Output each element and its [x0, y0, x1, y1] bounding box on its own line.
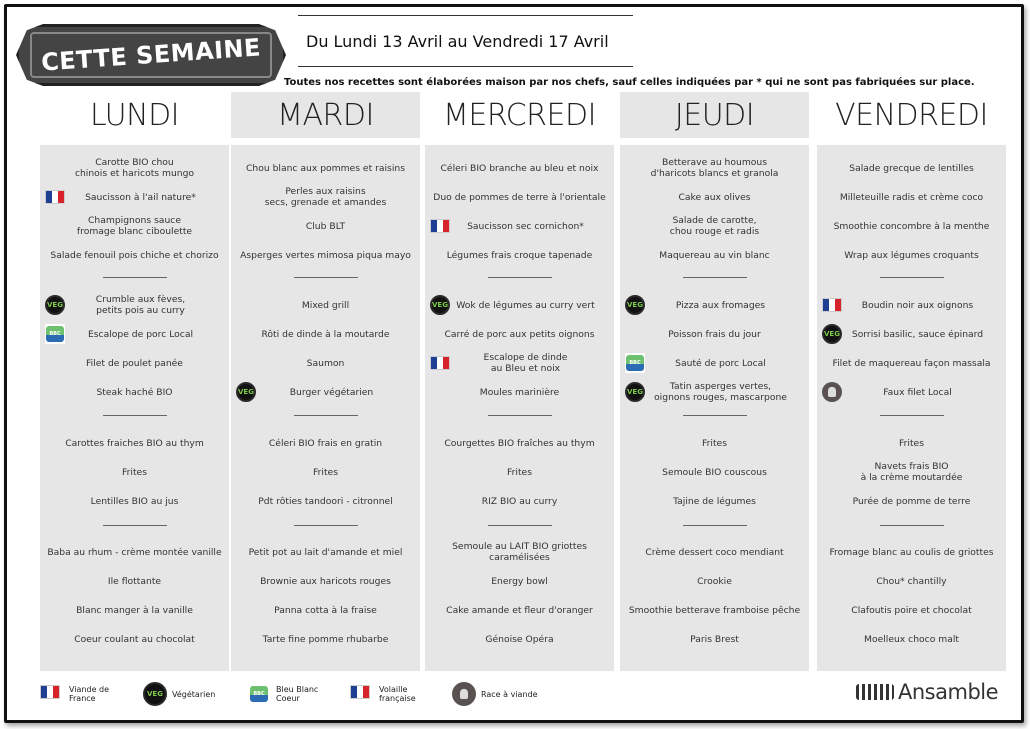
menu-item: [425, 488, 614, 514]
menu-item: [40, 597, 229, 623]
menu-item-label: Boudin noir aux oignons: [861, 299, 974, 311]
menu-item: [817, 459, 1006, 485]
menu-item: [231, 488, 420, 514]
menu-item: [231, 568, 420, 594]
menu-item: [231, 459, 420, 485]
menu-item: [231, 430, 420, 456]
veggie-icon: VEG: [45, 295, 65, 315]
menu-item-label: Filet de maquereau façon massala: [832, 357, 991, 369]
menu-item: [40, 213, 229, 239]
menu-item-label: Asperges vertes mimosa piqua mayo: [240, 249, 411, 261]
menu-item-label: Carré de porc aux petits oignons: [444, 328, 595, 340]
menu-item-label: Champignons sauce fromage blanc ciboulette: [76, 215, 193, 237]
menu-item-label: Energy bowl: [491, 575, 548, 587]
legend-label: Bleu Blanc Coeur: [276, 685, 319, 703]
day-column-mardi: [231, 92, 420, 645]
flag-icon: [822, 295, 842, 315]
veggie-icon: VEG: [625, 295, 645, 315]
menu-item: [425, 184, 614, 210]
menu-item-label: Ile flottante: [107, 575, 162, 587]
menu-item: [40, 379, 229, 405]
day-menu-panel: [40, 145, 229, 671]
menu-item: [425, 539, 614, 565]
day-title: MARDI: [231, 92, 420, 138]
menu-item: [425, 597, 614, 623]
menu-item: [817, 321, 1006, 347]
course-separator: [488, 277, 552, 278]
menu-item: [40, 350, 229, 376]
legend-item: [143, 680, 215, 708]
race-icon: [822, 382, 842, 402]
day-column-vendredi: [817, 92, 1006, 645]
menu-item-label: Coeur coulant au chocolat: [74, 633, 195, 645]
veggie-icon: VEG: [822, 324, 842, 344]
course-separator: [488, 525, 552, 526]
divider-top: [298, 15, 633, 16]
course-separator: [880, 525, 944, 526]
menu-item: [231, 155, 420, 181]
menu-item: [817, 430, 1006, 456]
menu-item-label: Crookie: [697, 575, 732, 587]
menu-item-label: Tajine de légumes: [673, 495, 756, 507]
menu-item-label: Navets frais BIO à la crème moutardée: [860, 461, 963, 483]
legend-item: [40, 680, 109, 708]
menu-item-label: Duo de pommes de terre à l'orientale: [433, 191, 606, 203]
menu-item: [40, 488, 229, 514]
flag-icon: [430, 353, 450, 373]
menu-item: [425, 430, 614, 456]
menu-item-label: Poisson frais du jour: [668, 328, 761, 340]
day-column-mercredi: [425, 92, 614, 645]
menu-item-label: Paris Brest: [690, 633, 739, 645]
menu-item: [425, 568, 614, 594]
menu-item: [425, 459, 614, 485]
menu-item-label: Salade grecque de lentilles: [849, 162, 974, 174]
course-separator: [488, 415, 552, 416]
menu-item: [620, 379, 809, 405]
menu-item: [817, 292, 1006, 318]
menu-item-label: Céleri BIO branche au bleu et noix: [440, 162, 599, 174]
menu-item-label: Milleteuille radis et crème coco: [839, 191, 984, 203]
menu-item: [620, 242, 809, 268]
menu-item: [620, 292, 809, 318]
menu-item-label: Frites: [313, 466, 338, 478]
legend-item: [452, 680, 538, 708]
menu-item-label: Smoothie betterave framboise pêche: [628, 604, 801, 616]
menu-item: [231, 321, 420, 347]
menu-item: [817, 213, 1006, 239]
menu-item-label: Semoule au LAIT BIO griottes caramélisées: [452, 541, 587, 563]
menu-item: [620, 488, 809, 514]
course-separator: [294, 277, 358, 278]
course-separator: [103, 415, 167, 416]
brand-logo: [856, 680, 998, 704]
menu-item-label: Moules marinière: [479, 386, 560, 398]
menu-item-label: Smoothie concombre à la menthe: [833, 220, 990, 232]
course-separator: [103, 277, 167, 278]
menu-item-label: Chou blanc aux pommes et raisins: [245, 162, 406, 174]
menu-item: [40, 292, 229, 318]
menu-item: [425, 379, 614, 405]
menu-item: [425, 350, 614, 376]
menu-item-label: Wrap aux légumes croquants: [844, 249, 979, 261]
menu-item-label: Steak haché BIO: [96, 386, 173, 398]
menu-item: [817, 379, 1006, 405]
menu-item-label: Cake amande et fleur d'oranger: [446, 604, 593, 616]
veggie-icon: VEG: [143, 682, 167, 706]
menu-item: [40, 568, 229, 594]
menu-item-label: Salade fenouil pois chiche et chorizo: [50, 249, 219, 261]
menu-item-label: Rôti de dinde à la moutarde: [261, 328, 390, 340]
menu-item: [425, 292, 614, 318]
flag-icon: [45, 187, 65, 207]
menu-item-label: Pdt rôties tandoori - citronnel: [258, 495, 393, 507]
menu-item-label: Betterave au houmous d'haricots blancs et granola: [650, 157, 779, 179]
menu-item: [817, 488, 1006, 514]
course-separator: [103, 525, 167, 526]
day-menu-panel: [425, 145, 614, 671]
menu-item-label: Cake aux olives: [678, 191, 751, 203]
menu-item: [817, 539, 1006, 565]
menu-item: [817, 568, 1006, 594]
banner-title: CETTE SEMAINE: [40, 33, 262, 77]
menu-item: [620, 321, 809, 347]
menu-item-label: Crème dessert coco mendiant: [645, 546, 784, 558]
menu-item: [40, 626, 229, 652]
menu-item-label: Carotte BIO chou chinois et haricots mungo: [74, 157, 195, 179]
menu-item-label: Frites: [507, 466, 532, 478]
menu-item-label: Salade de carotte, chou rouge et radis: [669, 215, 760, 237]
menu-item-label: Saucisson à l'ail nature*: [85, 191, 196, 203]
course-separator: [294, 525, 358, 526]
menu-item-label: Filet de poulet panée: [86, 357, 183, 369]
menu-item-label: Escalope de dinde au Bleu et noix: [483, 352, 568, 374]
bleu-blanc-coeur-icon: BBC: [45, 324, 65, 344]
menu-item-label: Escalope de porc Local: [87, 328, 194, 340]
menu-item: [817, 597, 1006, 623]
menu-item-label: Mixed grill: [301, 299, 350, 311]
day-menu-panel: [817, 145, 1006, 671]
menu-item: [231, 626, 420, 652]
menu-item-label: Céleri BIO frais en gratin: [268, 437, 383, 449]
course-separator: [294, 415, 358, 416]
veggie-icon: VEG: [236, 382, 256, 402]
menu-item-label: Chou* chantilly: [876, 575, 947, 587]
menu-item-label: Frites: [899, 437, 924, 449]
brand-name: Ansamble: [898, 680, 999, 704]
menu-item: [231, 242, 420, 268]
legend-label: Volaille française: [379, 685, 416, 703]
menu-item: [817, 242, 1006, 268]
legend-item: [350, 680, 416, 708]
legend-item: [247, 680, 318, 708]
menu-item: [231, 213, 420, 239]
menu-item: [620, 350, 809, 376]
menu-item: [425, 155, 614, 181]
menu-item-label: Tarte fine pomme rhubarbe: [262, 633, 389, 645]
menu-item: [817, 184, 1006, 210]
menu-item-label: Clafoutis poire et chocolat: [851, 604, 972, 616]
menu-item: [231, 539, 420, 565]
legend-label: Végétarien: [172, 689, 216, 699]
divider-bottom: [298, 66, 633, 67]
menu-item-label: Maquereau au vin blanc: [659, 249, 770, 261]
day-title: VENDREDI: [835, 97, 988, 133]
legend-label: Viande de France: [69, 685, 110, 703]
recipe-note: Toutes nos recettes sont élaborées maison par nos chefs, sauf celles indiquées par * qui ne sont pas fabriquées sur place.: [284, 77, 975, 88]
menu-item-label: Frites: [122, 466, 147, 478]
date-range: Du Lundi 13 Avril au Vendredi 17 Avril: [306, 32, 609, 51]
bleu-blanc-coeur-icon: BBC: [625, 353, 645, 373]
menu-item: [40, 430, 229, 456]
menu-item-label: Tatin asperges vertes, oignons rouges, mascarpone: [654, 381, 787, 403]
course-separator: [683, 525, 747, 526]
flag-icon: [40, 682, 64, 706]
menu-item: [620, 459, 809, 485]
menu-item: [620, 430, 809, 456]
menu-item-label: Saucisson sec cornichon*: [467, 220, 584, 232]
menu-item: [620, 155, 809, 181]
day-menu-panel: [620, 145, 809, 671]
menu-item: [40, 321, 229, 347]
flag-icon: [350, 682, 374, 706]
menu-item-label: Fromage blanc au coulis de griottes: [829, 546, 994, 558]
menu-item: [425, 321, 614, 347]
menu-item: [40, 155, 229, 181]
bleu-blanc-coeur-icon: BBC: [247, 682, 271, 706]
menu-item-label: Wok de légumes au curry vert: [456, 299, 595, 311]
menu-item-label: Burger végétarien: [289, 386, 374, 398]
menu-item: [620, 539, 809, 565]
menu-item-label: Saumon: [306, 357, 345, 369]
menu-item: [40, 539, 229, 565]
menu-item-label: Lentilles BIO au jus: [90, 495, 179, 507]
menu-item: [231, 379, 420, 405]
course-separator: [683, 277, 747, 278]
menu-item: [817, 350, 1006, 376]
header-banner: [16, 24, 286, 86]
menu-item-label: Légumes frais croque tapenade: [446, 249, 593, 261]
brand-mark-icon: [856, 684, 894, 700]
menu-item-label: Baba au rhum - crème montée vanille: [47, 546, 222, 558]
veggie-icon: VEG: [430, 295, 450, 315]
menu-item: [231, 292, 420, 318]
menu-item: [231, 184, 420, 210]
veggie-icon: VEG: [625, 382, 645, 402]
menu-item: [620, 568, 809, 594]
menu-item-label: Purée de pomme de terre: [852, 495, 971, 507]
menu-item: [817, 155, 1006, 181]
menu-item-label: Moelleux choco malt: [864, 633, 959, 645]
menu-item-label: Sauté de porc Local: [675, 357, 766, 369]
menu-item-label: Frites: [702, 437, 727, 449]
banner-inner-border: [30, 32, 272, 78]
menu-item: [817, 626, 1006, 652]
course-separator: [880, 277, 944, 278]
menu-item-label: Génoise Opéra: [485, 633, 554, 645]
menu-item-label: Club BLT: [305, 220, 346, 232]
menu-item: [40, 242, 229, 268]
menu-item: [40, 184, 229, 210]
menu-item: [231, 350, 420, 376]
menu-item-label: Carottes fraiches BIO au thym: [65, 437, 204, 449]
menu-item: [620, 184, 809, 210]
menu-item-label: Panna cotta à la fraise: [274, 604, 377, 616]
menu-item: [425, 242, 614, 268]
day-menu-panel: [231, 145, 420, 671]
menu-item-label: Pizza aux fromages: [675, 299, 766, 311]
legend-label: Race à viande: [481, 689, 538, 699]
menu-item-label: RIZ BIO au curry: [481, 495, 558, 507]
day-title: MERCREDI: [443, 97, 596, 133]
menu-item: [231, 597, 420, 623]
menu-item-label: Perles aux raisins secs, grenade et amandes: [264, 186, 387, 208]
menu-item-label: Courgettes BIO fraîches au thym: [444, 437, 595, 449]
race-icon: [452, 682, 476, 706]
menu-item-label: Sorrisi basilic, sauce épinard: [851, 328, 984, 340]
menu-item: [40, 459, 229, 485]
course-separator: [683, 415, 747, 416]
day-column-lundi: [40, 92, 229, 645]
menu-item-label: Brownie aux haricots rouges: [260, 575, 391, 587]
day-column-jeudi: [620, 92, 809, 645]
menu-item: [425, 213, 614, 239]
menu-item: [620, 597, 809, 623]
course-separator: [880, 415, 944, 416]
menu-item-label: Faux filet Local: [883, 386, 952, 398]
menu-item: [620, 213, 809, 239]
day-title: JEUDI: [620, 92, 809, 138]
menu-item: [620, 626, 809, 652]
menu-item: [425, 626, 614, 652]
day-title: LUNDI: [89, 97, 180, 133]
menu-item-label: Crumble aux fèves, petits pois au curry: [95, 294, 186, 316]
flag-icon: [430, 216, 450, 236]
menu-item-label: Semoule BIO couscous: [662, 466, 767, 478]
menu-item-label: Blanc manger à la vanille: [76, 604, 193, 616]
menu-item-label: Petit pot au lait d'amande et miel: [248, 546, 403, 558]
